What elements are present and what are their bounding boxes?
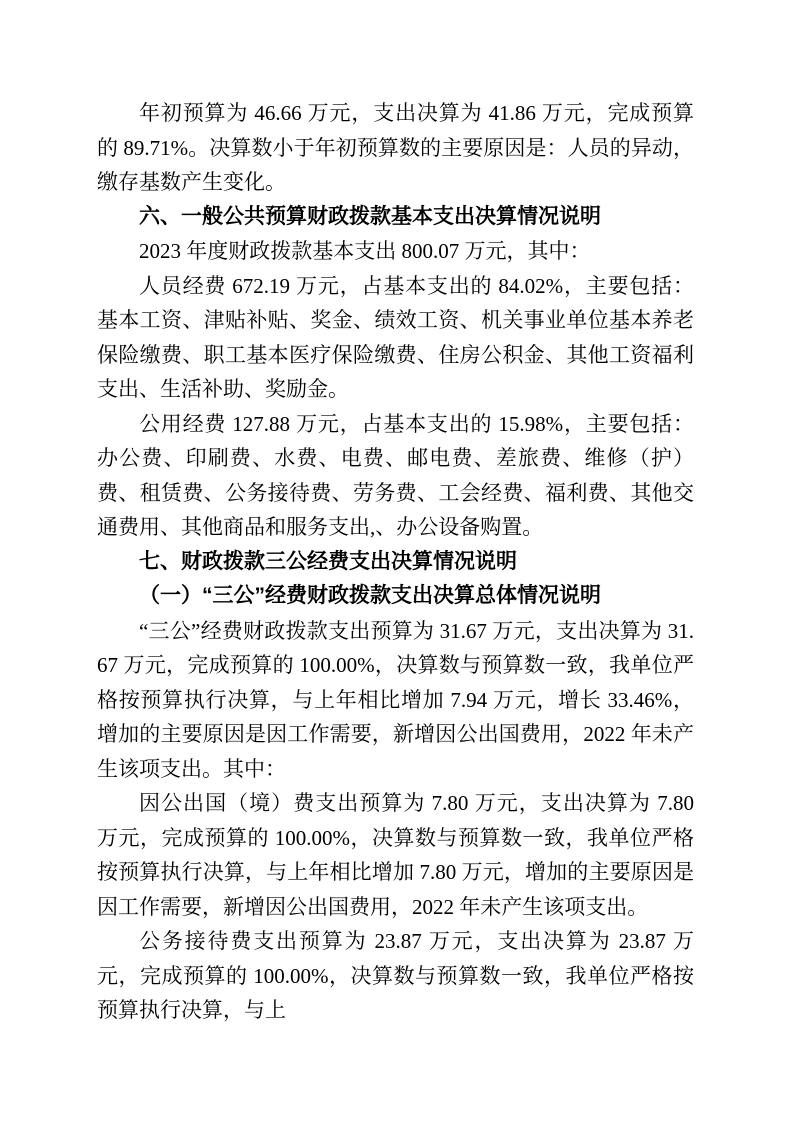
section-heading-7-three-public-funds: 七、财政拨款三公经费支出决算情况说明 [139,549,517,573]
section-heading-6-basic-expenditure: 六、一般公共预算财政拨款基本支出决算情况说明 [139,204,601,228]
paragraph-official-reception-expense: 公务接待费支出预算为 23.87 万元，支出决算为 23.87 万元，完成预算的 100.00%，决算数与预算数一致，我单位严格按预算执行决算，与上 [97,929,694,1022]
document-body [97,96,694,1028]
paragraph-personnel-funds: 人员经费 672.19 万元，占基本支出的 84.02%，主要包括：基本工资、津贴补贴、奖金、绩效工资、机关事业单位基本养老保险缴费、职工基本医疗保险缴费、住房公积金、其他工资福利支出、生活补助、奖励金。 [97,273,694,401]
paragraph-2023-basic-expenditure: 2023 年度财政拨款基本支出 800.07 万元，其中： [139,239,591,263]
paragraph-overseas-travel-expense: 因公出国（境）费支出预算为 7.80 万元，支出决算为 7.80 万元，完成预算的 100.00%，决算数与预算数一致，我单位严格按预算执行决算，与上年相比增加 7.80 万元，增加的主要原因是因工作需要，新增因公出国费用，2022 年未产生该项支出。 [97,791,694,919]
paragraph-public-funds: 公用经费 127.88 万元，占基本支出的 15.98%，主要包括：办公费、印刷费、水费、电费、邮电费、差旅费、维修（护）费、租赁费、公务接待费、劳务费、工会经费、福利费、其他交通费用、其他商品和服务支出,、办公设备购置。 [97,411,694,539]
subsection-heading-1-overall: （一）“三公”经费财政拨款支出决算总体情况说明 [139,584,601,607]
paragraph-budget-vs-final: 年初预算为 46.66 万元，支出决算为 41.86 万元，完成预算的 89.71%。决算数小于年初预算数的主要原因是：人员的异动，缴存基数产生变化。 [97,101,694,194]
paragraph-three-public-overall: “三公”经费财政拨款支出预算为 31.67 万元，支出决算为 31.67 万元，完成预算的 100.00%，决算数与预算数一致，我单位严格按预算执行决算，与上年相比增加 7.94 万元，增长 33.46%，增加的主要原因是因工作需要，新增因公出国费用，2022 年未产生该项支出。其中： [97,618,694,781]
